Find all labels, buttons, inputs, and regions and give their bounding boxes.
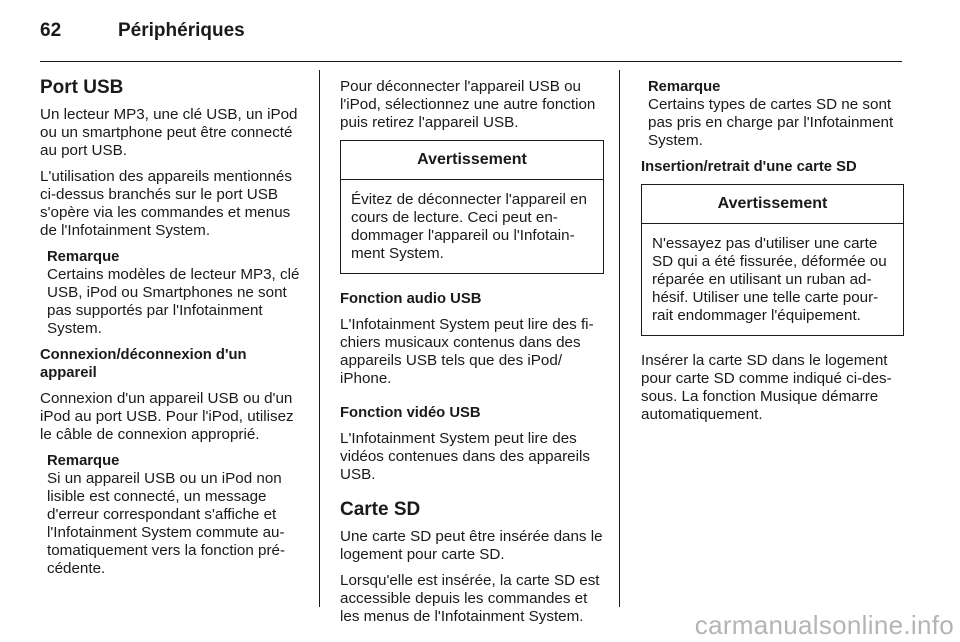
warning-box: [340, 140, 604, 274]
note-block: [47, 452, 304, 578]
warning-title: Avertissement: [642, 185, 903, 224]
watermark: carmanualsonline.info: [694, 610, 954, 640]
column-1: [40, 78, 304, 586]
paragraph: L'utilisation des appareils mentionnés ci-dessus branchés sur le port USB s'opère via les commandes et menus de l'Infotainment System.: [40, 168, 292, 239]
column-divider-2: [619, 70, 620, 607]
section-heading-sd-card: Carte SD: [340, 499, 421, 520]
column-divider-1: [319, 70, 320, 607]
warning-text: Évitez de déconnecter l'appareil en cours de lecture. Ceci peut endommager l'appareil ou l'Infotainment System.: [351, 191, 587, 262]
column-3: [641, 78, 904, 432]
warning-title: Avertissement: [341, 141, 603, 180]
paragraph: Pour déconnecter l'appareil USB ou l'iPod, sélectionnez une autre fonction puis retirez l'appareil USB.: [340, 78, 596, 131]
note-title: Remarque: [47, 453, 120, 469]
subheading-usb-video: Fonction vidéo USB: [340, 405, 481, 421]
note-text: Certains types de cartes SD ne sont pas pris en charge par l'Infotainment System.: [648, 96, 894, 149]
page-number: 62: [40, 20, 62, 41]
subheading-sd-insertion: Insertion/retrait d'une carte SD: [641, 159, 857, 175]
note-title: Remarque: [648, 79, 721, 95]
subheading-connection: Connexion/déconnexion d'un appareil: [40, 347, 247, 381]
paragraph: Un lecteur MP3, une clé USB, un iPod ou un smartphone peut être connecté au port USB.: [40, 106, 298, 159]
paragraph: Lorsqu'elle est insérée, la carte SD est accessible depuis les commandes et les menus de l'Infotainment System.: [340, 572, 600, 625]
paragraph: Insérer la carte SD dans le logement pour carte SD comme indiqué ci-dessous. La fonction Musique démarre automatiquement.: [641, 352, 892, 423]
note-block: [648, 78, 904, 150]
paragraph: L'Infotainment System peut lire des fichiers musicaux contenus dans des appareils USB tels que des iPod/ iPhone.: [340, 316, 594, 387]
warning-text: N'essayez pas d'utiliser une carte SD qui a été fissurée, déformée ou réparée en utilisant un ruban adhésif. Utiliser une telle carte pourrait endommager l'équipement.: [652, 235, 887, 324]
header-rule: [40, 61, 902, 62]
column-2: [340, 78, 604, 634]
section-heading-usb-port: Port USB: [40, 77, 124, 98]
note-text: Certains modèles de lecteur MP3, clé USB, iPod ou Smartphones ne sont pas supportés par l'Infotainment System.: [47, 266, 300, 337]
subheading-usb-audio: Fonction audio USB: [340, 291, 482, 307]
paragraph: Connexion d'un appareil USB ou d'un iPod au port USB. Pour l'iPod, utilisez le câble de connexion approprié.: [40, 390, 294, 443]
warning-box: [641, 184, 904, 336]
paragraph: Une carte SD peut être insérée dans le logement pour carte SD.: [340, 528, 603, 563]
note-title: Remarque: [47, 249, 120, 265]
page-title: Périphériques: [118, 20, 245, 41]
page-header: [40, 18, 902, 44]
note-block: [47, 248, 304, 338]
note-text: Si un appareil USB ou un iPod non lisible est connecté, un message d'erreur correspondant s'affiche et l'Infotainment System commute automatiquement vers la fonction précédente.: [47, 470, 286, 577]
paragraph: L'Infotainment System peut lire des vidéos contenues dans des appareils USB.: [340, 430, 590, 483]
